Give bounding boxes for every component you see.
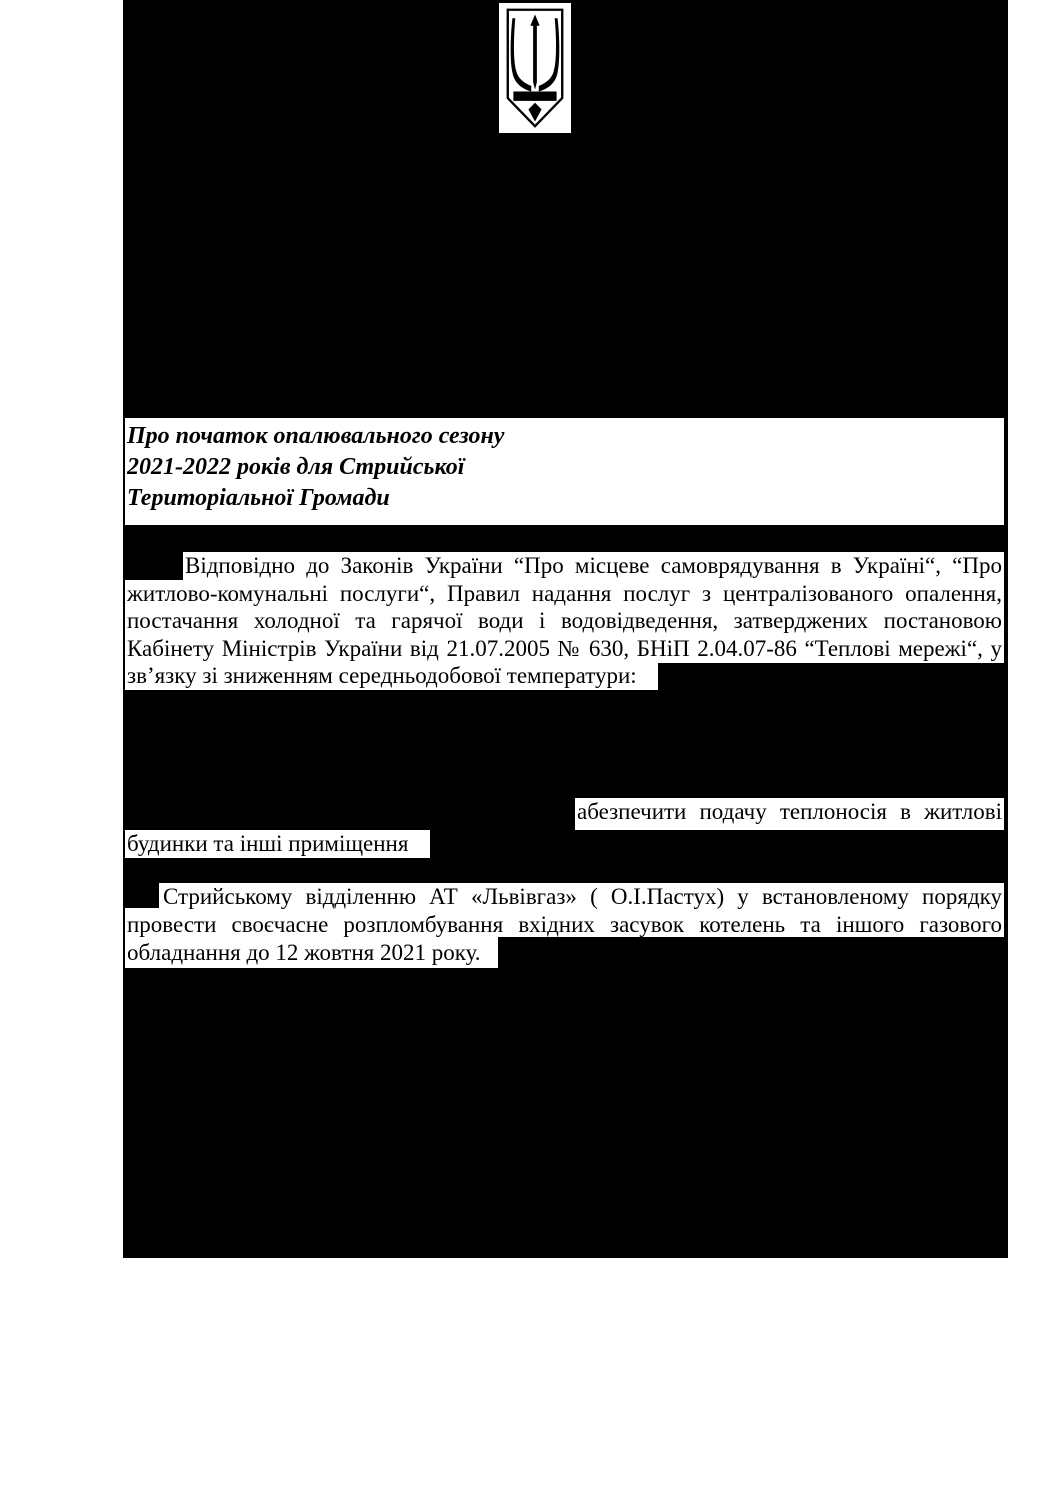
redaction-patch xyxy=(123,879,159,908)
paragraph-line: Відповідно до Законів України “Про місцеве самоврядування в Україні“, “Про xyxy=(185,553,1002,578)
redaction-bar xyxy=(123,858,1008,883)
redaction-block-top xyxy=(123,0,1008,418)
subject-line: Про початок опалювального сезону xyxy=(127,423,505,449)
redaction-patch xyxy=(658,663,1008,693)
coat-of-arms xyxy=(499,3,571,133)
paragraph-line: обладнання до 12 жовтня 2021 року. xyxy=(127,940,481,965)
paragraph-line: будинки та інші приміщення xyxy=(127,831,409,856)
table-border-left xyxy=(123,418,125,968)
paragraph-line: Кабінету Міністрів України від 21.07.2005 № 630, БНіП 2.04.07-86 “Теплові мережі“, у xyxy=(127,635,1002,661)
redaction-block-middle xyxy=(123,690,1008,798)
item1-fragment-row xyxy=(575,798,1008,830)
redaction-patch xyxy=(430,830,1008,858)
redaction-patch xyxy=(123,798,575,830)
paragraph-line: провести своєчасне розпломбування вхідних засувок котелень та іншого газового xyxy=(127,912,1002,937)
subject-line: 2021-2022 років для Стрийської xyxy=(127,454,465,480)
trident-icon xyxy=(504,6,566,130)
redaction-patch xyxy=(123,549,183,580)
redaction-patch xyxy=(498,937,1008,968)
item1-fragment-row xyxy=(123,830,430,858)
paragraph-line: зв’язку зі зниженням середньодобової температури: xyxy=(127,663,637,688)
table-border-right xyxy=(1004,418,1008,968)
subject-line: Територіальної Громади xyxy=(127,485,390,511)
paragraph-line: постачання холодної та гарячої води і водовідведення, затверджених постановою xyxy=(127,608,1002,633)
redaction-bar xyxy=(123,525,1008,552)
redaction-block-bottom xyxy=(123,968,1008,1258)
paragraph-line: житлово-комунальні послуги“, Правил надання послуг з централізованого опалення, xyxy=(127,580,1002,606)
paragraph-line: Стрийському відділенню АТ «Львівгаз» ( О.І.Пастух) у встановленому порядку xyxy=(163,884,1002,909)
document-subject xyxy=(123,418,1008,525)
paragraph-line: абезпечити подачу теплоносія в житлові xyxy=(577,799,1002,824)
